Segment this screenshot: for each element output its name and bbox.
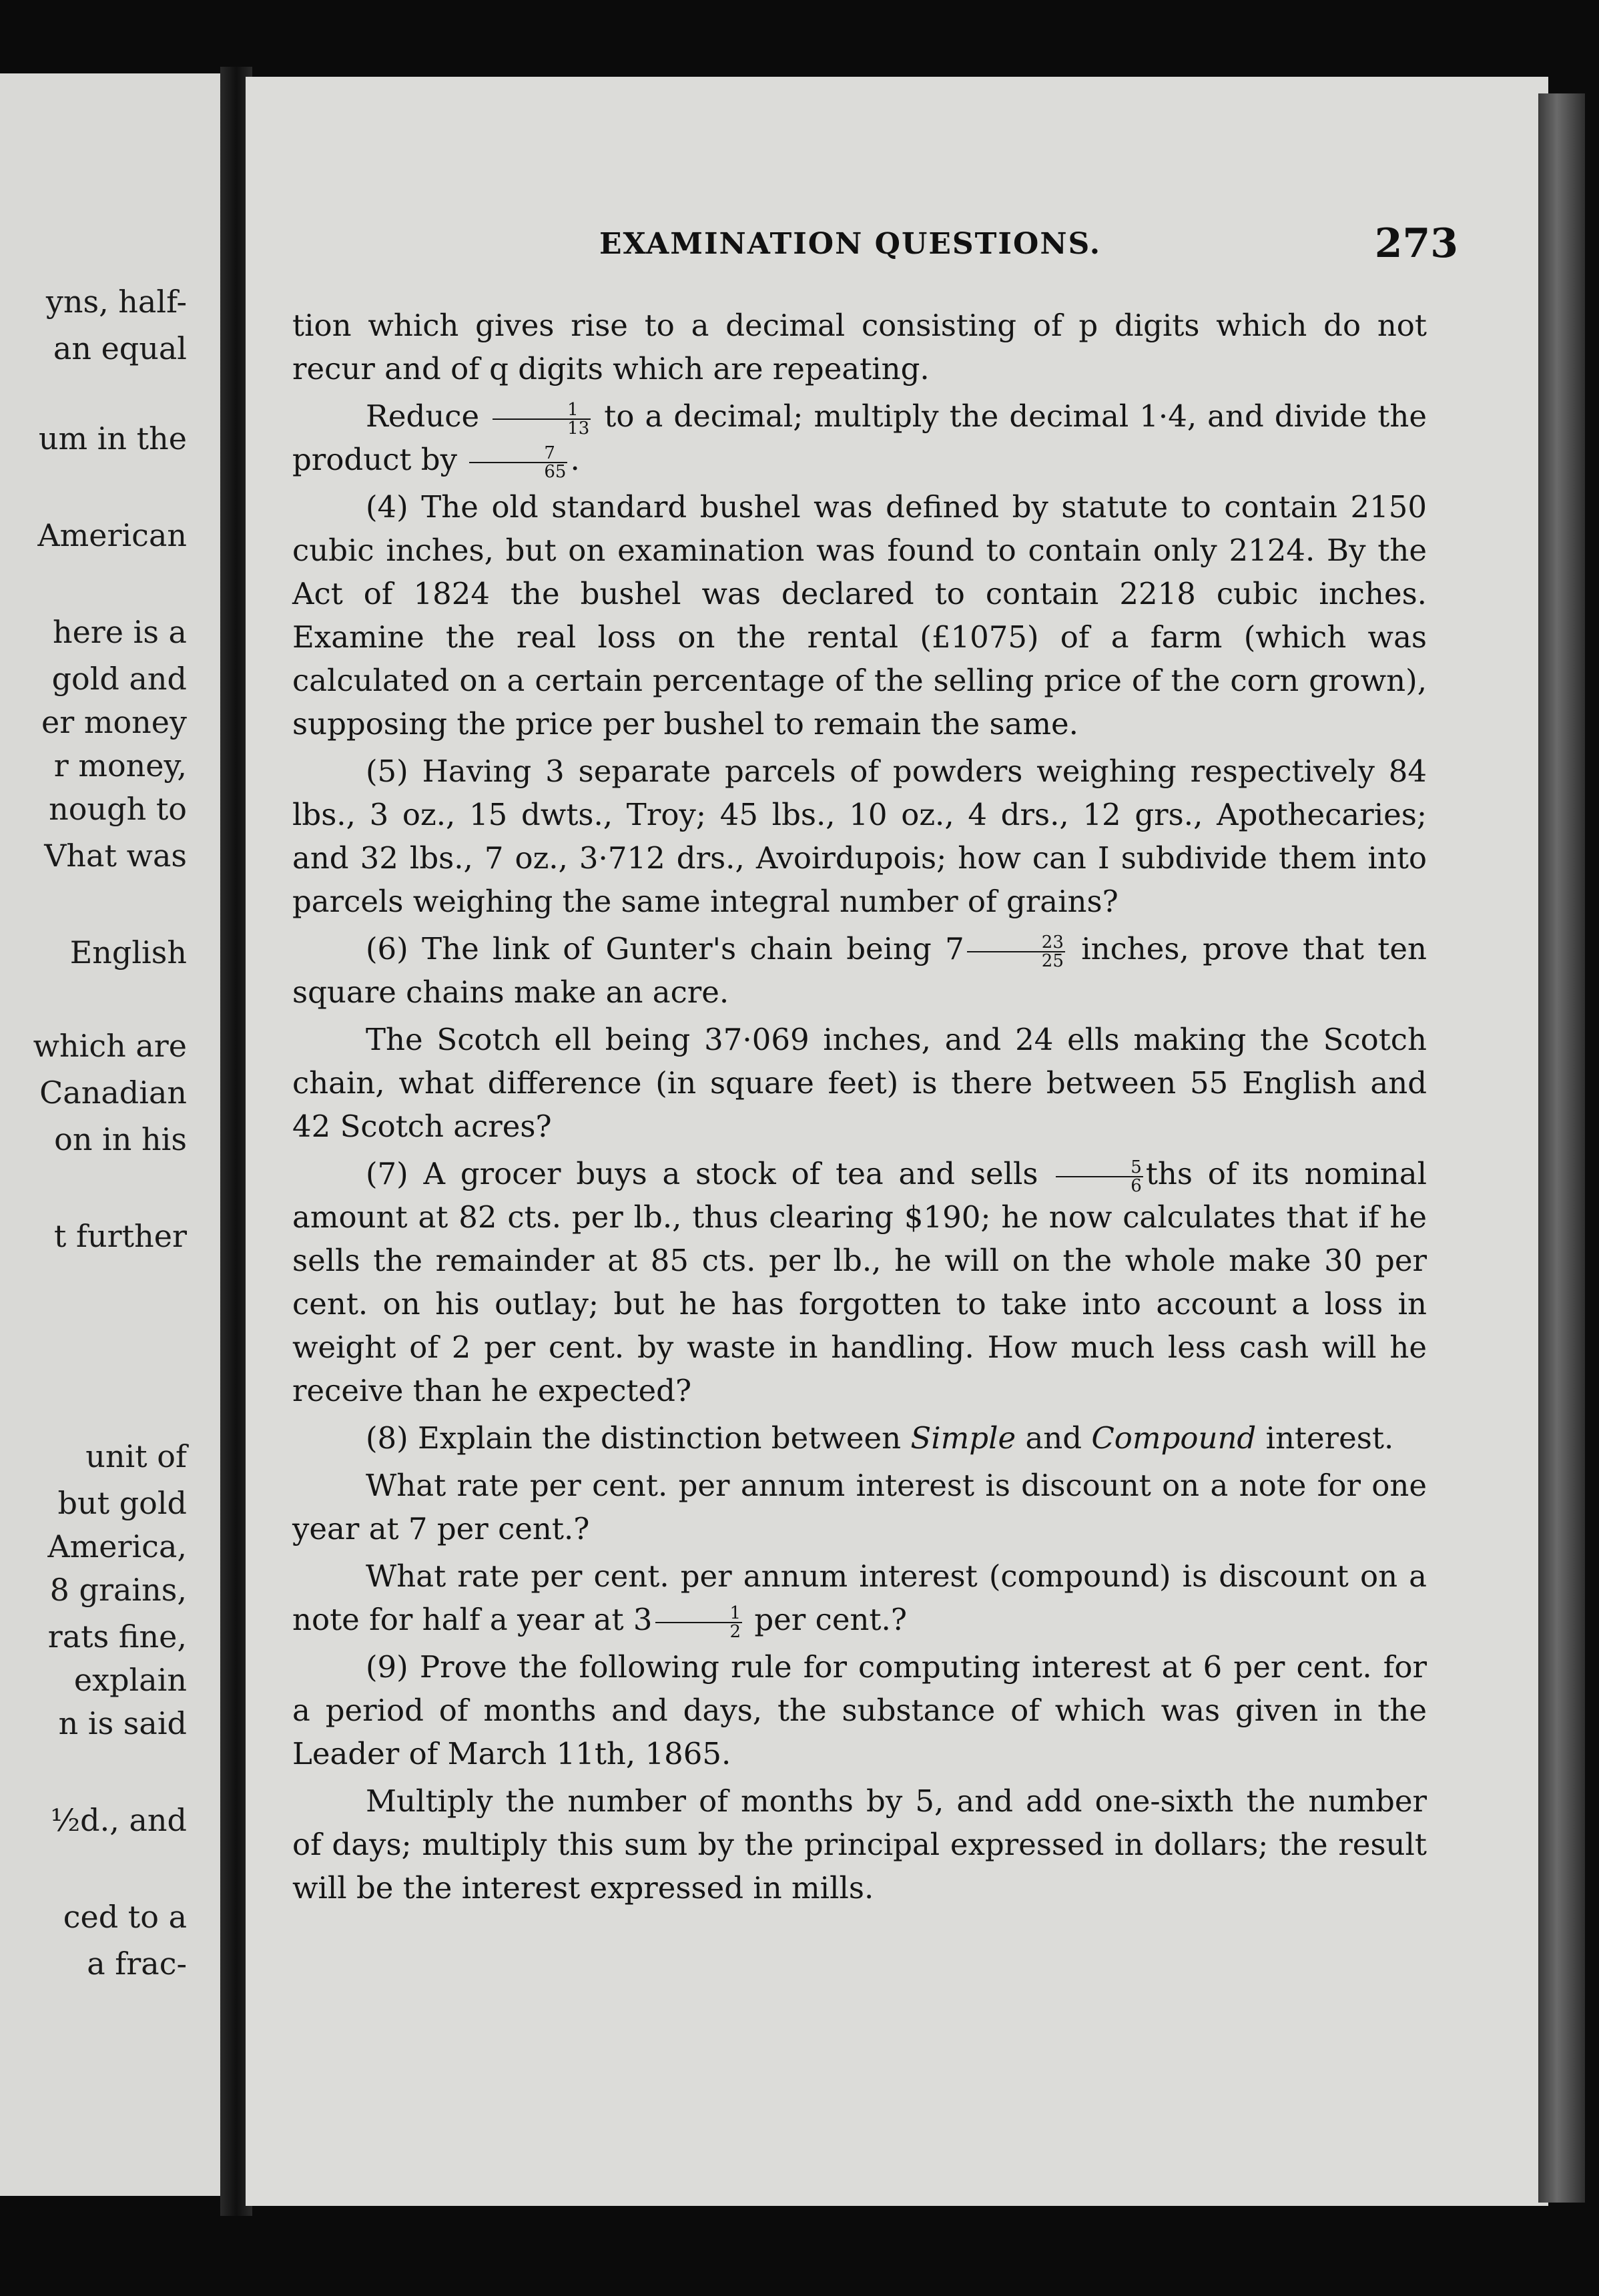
page-number: 273	[1374, 220, 1458, 267]
left-page-line: nough to	[49, 791, 187, 827]
question-8	[292, 1416, 1427, 1460]
left-page-line: here is a	[52, 614, 187, 650]
text-run: interest.	[1265, 1420, 1394, 1456]
fraction-denominator: 65	[544, 461, 567, 482]
page-body	[292, 304, 1427, 1914]
text-run: (6) The link of Gunter's chain being 7	[366, 931, 964, 966]
italic-term: Simple	[910, 1420, 1016, 1456]
left-page-line: n is said	[58, 1705, 187, 1741]
italic-term: Compound	[1091, 1420, 1257, 1456]
paragraph: What rate per cent. per annum interest is discount on a note for one year at 7 per cent.?	[292, 1468, 1427, 1546]
fraction-numerator: 23	[967, 934, 1065, 952]
paragraph: The Scotch ell being 37·069 inches, and 24 ells making the Scotch chain, what difference (in square feet) is there between 55 English and 42 Scotch acres?	[292, 1022, 1427, 1144]
question-6	[292, 927, 1427, 1014]
fraction-numerator: 7	[469, 445, 567, 463]
left-page-line: America,	[47, 1528, 187, 1564]
fraction	[967, 934, 1065, 970]
running-title: EXAMINATION QUESTIONS.	[599, 227, 1102, 261]
left-page-line: ced to a	[63, 1899, 187, 1935]
left-page-line: Canadian	[39, 1075, 187, 1111]
left-facing-page	[0, 73, 227, 2196]
paragraph: tion which gives rise to a decimal consisting of p digits which do not recur and of q digits which are repeating.	[292, 308, 1427, 386]
paragraph	[292, 1554, 1427, 1641]
left-page-line: r money,	[53, 748, 187, 784]
text-run: (7) A grocer buys a stock of tea and sells	[366, 1156, 1038, 1191]
fraction-numerator: 1	[655, 1605, 743, 1623]
text-run: ths of its nominal amount at 82 cts. per lb., thus clearing $190; he now calculates that if he sells the remainder at 85 cts. per lb., he will on the whole make 30 per cent. on his outlay; but he has forgotten to take into account a loss in weight of 2 per cent. by waste in handling. How much less cash will he receive than he expected?	[292, 1156, 1427, 1408]
fraction-denominator: 25	[1041, 950, 1064, 971]
left-page-line: gold and	[51, 661, 187, 697]
left-page-line: unit of	[85, 1438, 187, 1474]
running-head	[246, 220, 1548, 274]
fraction-denominator: 2	[729, 1621, 741, 1642]
text-run: per cent.?	[754, 1602, 907, 1637]
fraction	[493, 401, 591, 437]
left-page-line: an equal	[53, 330, 187, 366]
text-run: Reduce	[366, 398, 480, 434]
left-page-line: rats fine,	[47, 1619, 187, 1655]
paragraph	[292, 394, 1427, 481]
left-page-line: Vhat was	[44, 838, 187, 874]
book-page	[246, 77, 1548, 2206]
question-4: (4) The old standard bushel was defined by statute to contain 2150 cubic inches, but on examination was found to contain only 2124. By the Act of 1824 the bushel was declared to contain 2218 cubic inches. Examine the real loss on the rental (£1075) of a farm (which was calculated on a certain percentage of the selling price of the corn grown), supposing the price per bushel to remain the same.	[292, 489, 1427, 742]
question-9: (9) Prove the following rule for computing interest at 6 per cent. for a period of months and days, the substance of which was given in the Leader of March 11th, 1865.	[292, 1649, 1427, 1771]
fraction-denominator: 6	[1131, 1175, 1142, 1196]
fraction-denominator: 13	[567, 418, 590, 439]
left-page-line: English	[69, 934, 187, 970]
fraction	[469, 445, 567, 481]
text-run: and	[1025, 1420, 1082, 1456]
page-edge	[1538, 93, 1585, 2203]
left-page-line: American	[37, 517, 187, 553]
left-page-line: yns, half-	[45, 284, 187, 320]
left-page-line: but gold	[57, 1485, 187, 1521]
text-run: (8) Explain the distinction between	[366, 1420, 902, 1456]
left-page-line: on in his	[54, 1121, 187, 1157]
question-7	[292, 1152, 1427, 1412]
fraction	[1056, 1159, 1143, 1195]
left-page-line: which are	[33, 1028, 187, 1064]
left-page-line: um in the	[38, 420, 187, 457]
left-page-line: t further	[53, 1218, 187, 1254]
left-page-line: a frac-	[87, 1946, 187, 1982]
left-page-line: er money	[41, 704, 187, 740]
text-run: inches, prove that ten square chains make an acre.	[292, 931, 1427, 1010]
text-run: .	[570, 442, 580, 477]
left-page-line: explain	[73, 1662, 187, 1698]
fraction-numerator: 1	[493, 401, 591, 420]
fraction	[655, 1605, 743, 1641]
left-page-line: 8 grains,	[49, 1572, 187, 1608]
question-5: (5) Having 3 separate parcels of powders weighing respectively 84 lbs., 3 oz., 15 dwts., Troy; 45 lbs., 10 oz., 4 drs., 12 grs., Apothecaries; and 32 lbs., 7 oz., 3·712 drs., Avoirdupois; how can I subdivide them into parcels weighing the same integral number of grains?	[292, 754, 1427, 919]
left-page-line: ½d., and	[50, 1802, 187, 1838]
fraction-numerator: 5	[1056, 1159, 1143, 1177]
text-run: to a decimal; multiply the decimal 1·4, and divide the product by	[292, 398, 1427, 477]
text-run: What rate per cent. per annum interest (compound) is discount on a note for half a year at 3	[292, 1558, 1427, 1637]
paragraph: Multiply the number of months by 5, and add one-sixth the number of days; multiply this sum by the principal expressed in dollars; the result will be the interest expressed in mills.	[292, 1783, 1427, 1906]
